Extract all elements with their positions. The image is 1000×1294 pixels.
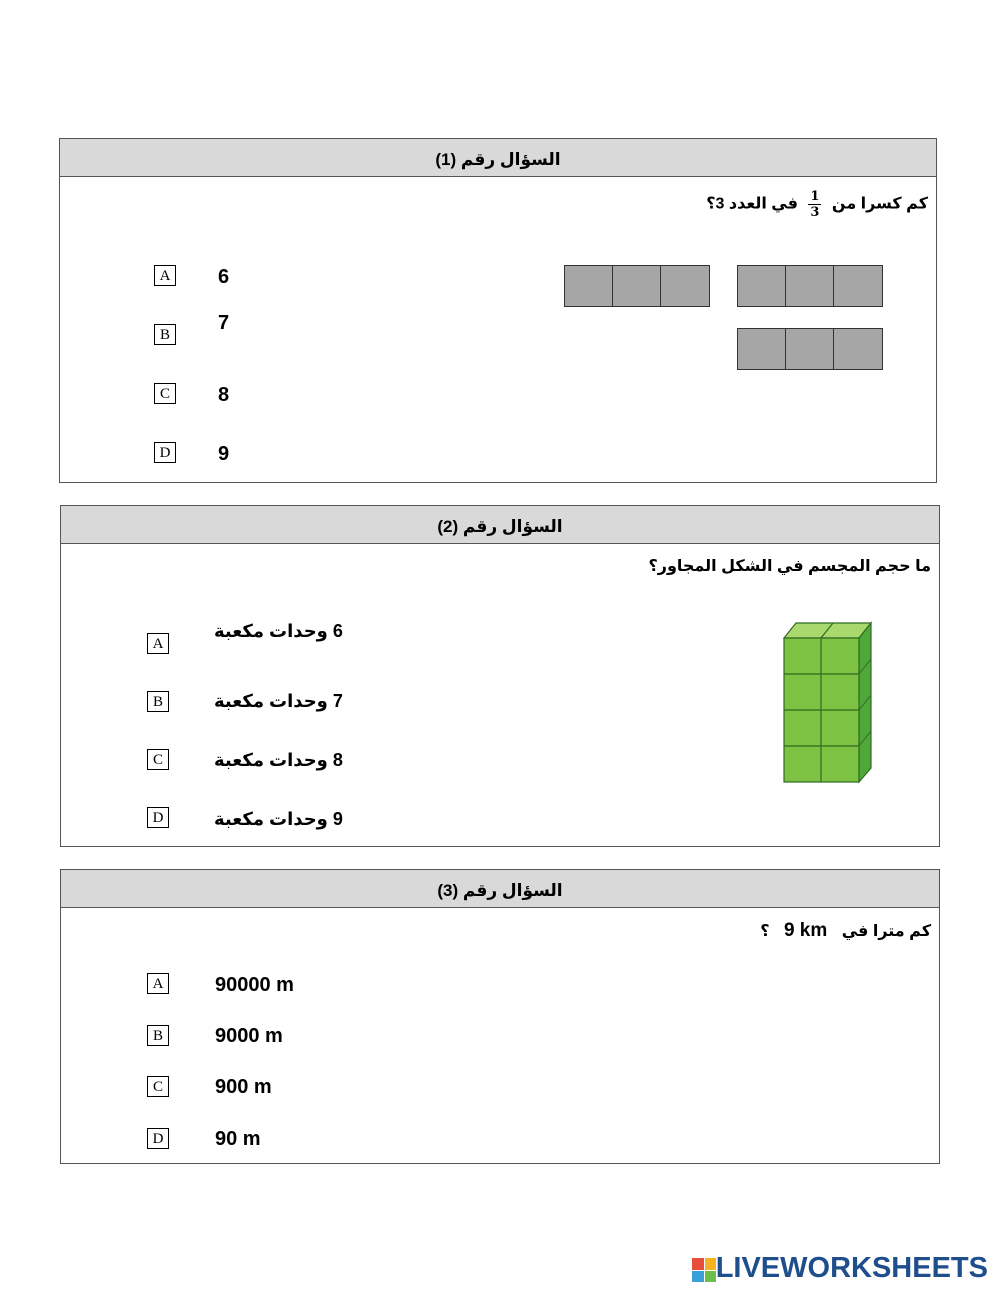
question-3 [60,869,940,1164]
option-b-answer[interactable]: 7 [218,312,230,334]
question-3-text-value: 9 km [783,920,828,941]
option-d-box[interactable]: D [147,807,169,828]
option-c-box[interactable]: C [147,749,169,770]
option-d-answer[interactable]: 9 [218,443,230,465]
question-2 [60,505,940,847]
option-a-box[interactable]: A [154,265,176,286]
option-d-box[interactable]: D [147,1128,169,1149]
option-a-box[interactable]: A [147,973,169,994]
question-3-text [760,920,931,942]
fraction-denominator: 3 [810,205,820,220]
question-1-header: السؤال رقم (1) [60,139,936,177]
option-a-answer[interactable]: 90000 m [215,974,294,996]
liveworksheets-logo-icon [692,1258,716,1282]
option-a-answer[interactable]: 6 [218,266,230,288]
option-c-answer[interactable]: 8 [218,384,230,406]
option-b-box[interactable]: B [147,1025,169,1046]
question-1-text-pre: كم كسرا من [831,195,928,213]
question-1 [59,138,937,483]
fraction-grid-3 [737,328,883,370]
option-a-answer[interactable]: 6 وحدات مكعبة [214,621,343,641]
option-b-answer[interactable]: 7 وحدات مكعبة [214,691,343,711]
option-d-answer[interactable]: 9 وحدات مكعبة [214,809,343,829]
question-3-text-post: ؟ [760,923,770,940]
question-2-text: ما حجم المجسم في الشكل المجاور؟ [648,558,931,575]
liveworksheets-brand: LIVEWORKSHEETS [715,1252,988,1284]
question-1-text [706,189,928,220]
option-b-box[interactable]: B [154,324,176,345]
option-c-answer[interactable]: 8 وحدات مكعبة [214,750,343,770]
fraction-grid-2 [737,265,883,307]
option-d-box[interactable]: D [154,442,176,463]
option-a-box[interactable]: A [147,633,169,654]
cube-prism-figure [781,618,881,788]
fraction-numerator: 1 [810,189,820,204]
option-c-box[interactable]: C [154,383,176,404]
option-b-answer[interactable]: 9000 m [215,1025,283,1047]
question-3-header: السؤال رقم (3) [61,870,939,908]
question-3-text-pre: كم مترا في [841,923,931,940]
option-c-box[interactable]: C [147,1076,169,1097]
question-1-text-post: في العدد 3؟ [706,195,798,213]
option-b-box[interactable]: B [147,691,169,712]
option-c-answer[interactable]: 900 m [215,1076,272,1098]
fraction-grid-1 [564,265,710,307]
option-d-answer[interactable]: 90 m [215,1128,261,1150]
question-2-header: السؤال رقم (2) [61,506,939,544]
fraction-one-third [808,189,821,220]
